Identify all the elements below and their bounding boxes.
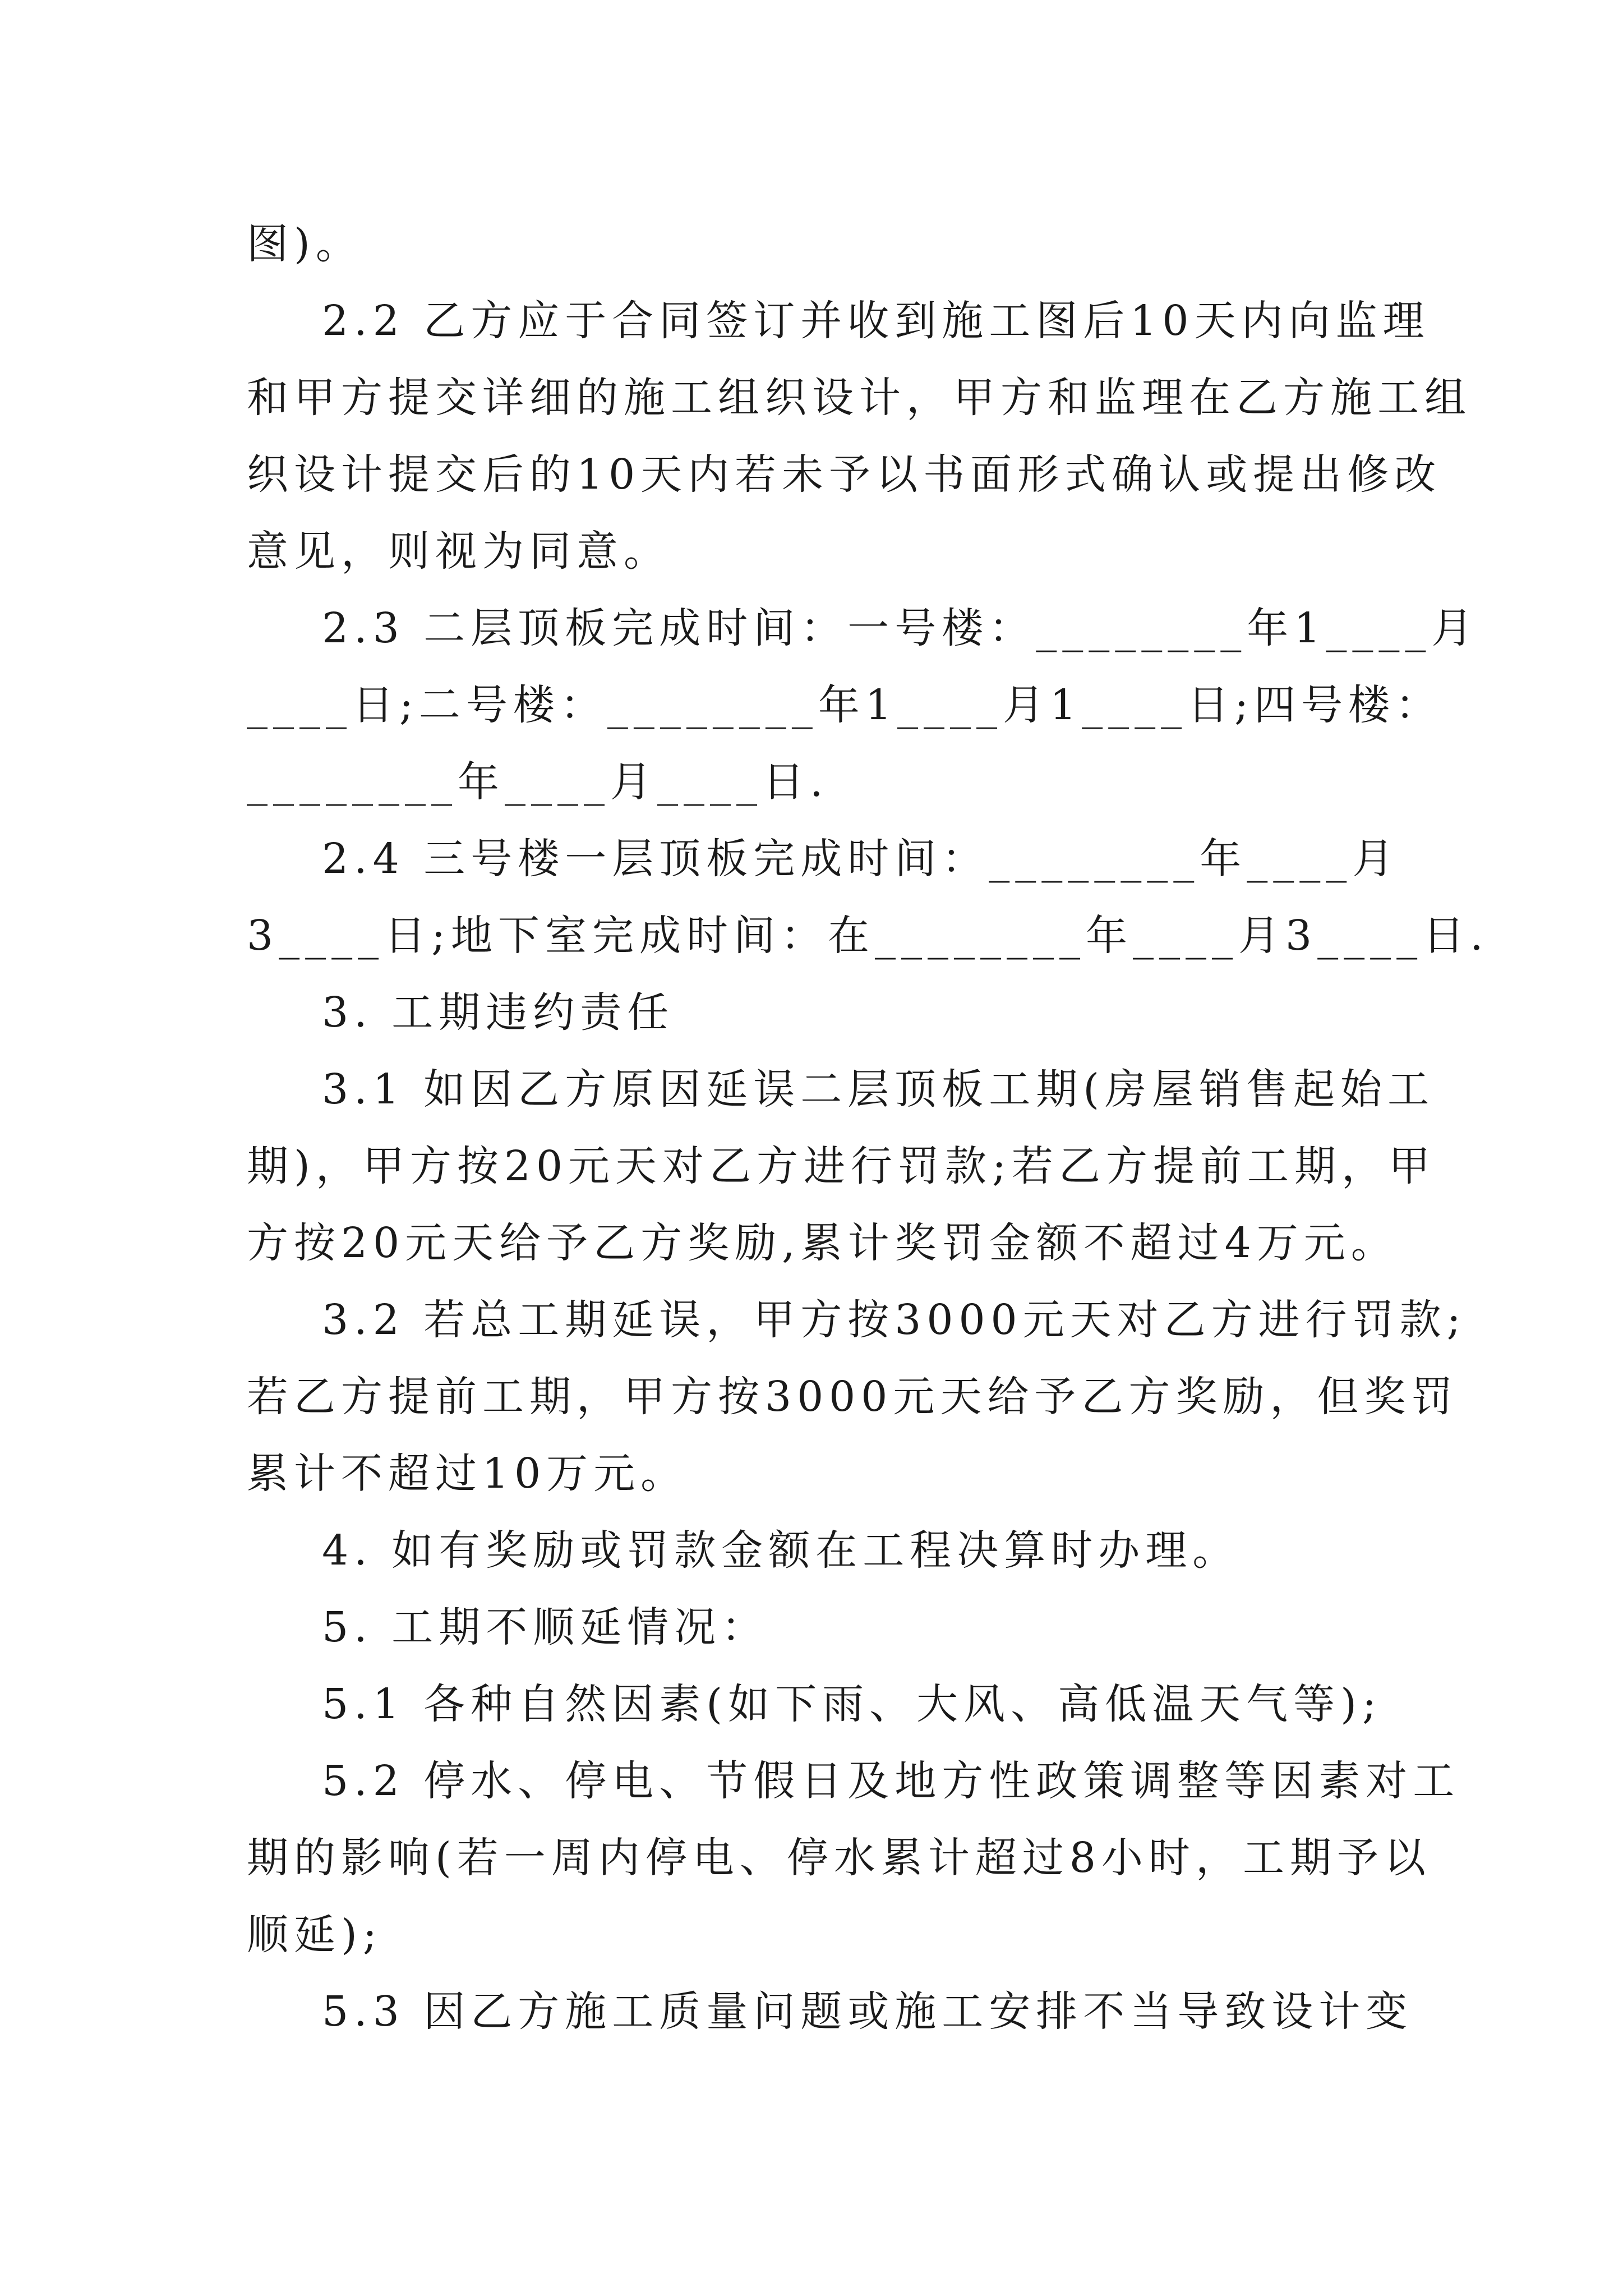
text-line: 期)，甲方按20元天对乙方进行罚款;若乙方提前工期，甲 <box>247 1142 1436 1190</box>
text-line: ____日;二号楼：________年1____月1____日;四号楼： <box>247 681 1443 729</box>
text-line: 顺延); <box>247 1911 382 1959</box>
text-line: 5.1 各种自然因素(如下雨、大风、高低温天气等); <box>247 1680 1382 1728</box>
text-line: 3.2 若总工期延误，甲方按3000元天对乙方进行罚款; <box>247 1296 1467 1344</box>
text-line: 3____日;地下室完成时间：在________年____月3____日. <box>247 912 1489 960</box>
text-line: 3. 工期违约责任 <box>247 988 675 1037</box>
text-line: 5. 工期不顺延情况： <box>247 1603 769 1651</box>
text-line: 3.1 如因乙方原因延误二层顶板工期(房屋销售起始工 <box>247 1065 1435 1114</box>
text-line: 累计不超过10万元。 <box>247 1450 688 1498</box>
text-line: 和甲方提交详细的施工组织设计，甲方和监理在乙方施工组 <box>247 374 1472 422</box>
text-line: 5.2 停水、停电、节假日及地方性政策调整等因素对工 <box>247 1757 1460 1805</box>
text-line: 2.4 三号楼一层顶板完成时间：________年____月 <box>247 835 1400 883</box>
text-line: 期的影响(若一周内停电、停水累计超过8小时，工期予以 <box>247 1834 1431 1882</box>
text-line: 图)。 <box>247 220 363 268</box>
text-line: 2.3 二层顶板完成时间：一号楼：________年1____月 <box>247 604 1479 652</box>
text-line: 若乙方提前工期，甲方按3000元天给予乙方奖励，但奖罚 <box>247 1373 1459 1421</box>
text-line: 方按20元天给予乙方奖励,累计奖罚金额不超过4万元。 <box>247 1219 1398 1267</box>
text-line: ________年____月____日. <box>247 758 829 806</box>
text-line: 意见，则视为同意。 <box>247 527 671 576</box>
text-line: 2.2 乙方应于合同签订并收到施工图后10天内向监理 <box>247 297 1430 345</box>
text-line: 5.3 因乙方施工质量问题或施工安排不当导致设计变 <box>247 1987 1413 2036</box>
text-line: 织设计提交后的10天内若未予以书面形式确认或提出修改 <box>247 450 1442 499</box>
text-line: 4. 如有奖励或罚款金额在工程决算时办理。 <box>247 1526 1240 1575</box>
